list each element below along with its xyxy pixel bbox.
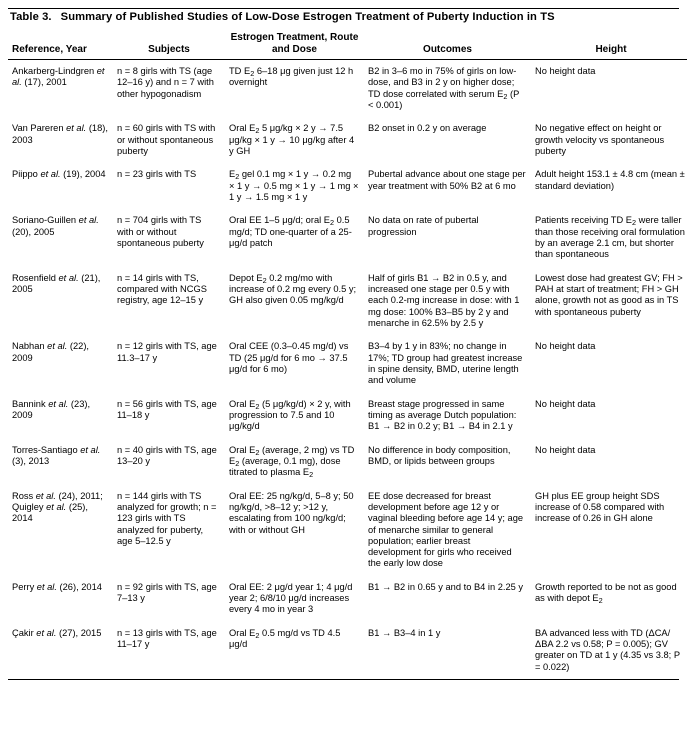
cell-subjects: n = 56 girls with TS, age 11–18 y [117,398,217,420]
cell-treatment: Depot $E_2$ 0.2 mg/mo with increase of 0.2 mg every 0.5 y; GH also given 0.05 mg/kg/d [229,272,357,306]
cell-height: No height data [535,66,596,76]
et-al: et al. [47,341,68,352]
subscript: 2 [631,218,637,228]
table-row [8,267,687,336]
table-row [8,163,687,209]
table-row [8,622,687,679]
cell-subjects: n = 144 girls with TS analyzed for growth; n = 123 girls with TS analyzed for puberty, age 5–12.5 y [117,490,217,546]
subscript: 2 [503,91,508,101]
cell-treatment: $E_2$ gel 0.1 mg × 1 y → 0.2 mg × 1 y → 0.5 mg × 1 y → 1 mg × 1 y → 1.5 mg × 1 y [229,169,359,202]
subscript: 2 [598,596,603,606]
subscript: 2 [235,172,240,182]
cell-outcomes: B3–4 by 1 y in 83%; no change in 17%; TD group had greatest increase in spine density, BMD, uterine length and volume [368,341,523,386]
cell-treatment: Oral CEE (0.3–0.45 mg/d) vs TD (25 μg/d for 6 mo → 37.5 μg/d for 6 mo) [229,341,349,374]
cell-subjects: n = 8 girls with TS (age 12–16 y) and n = 7 with other hypogonadism [117,66,214,99]
cell-height: No height data [535,444,596,455]
cell-outcomes: No data on rate of pubertal progression [368,215,479,237]
cell-reference: Van Pareren et al. (18), 2003 [12,123,108,145]
subscript: 2 [255,447,260,457]
cell-treatment: Oral EE 1–5 μg/d; oral $E_2$ 0.5 mg/d; TD one-quarter of a 25-μg/d patch [229,215,352,248]
cell-reference: Ankarberg-Lindgren et al. (17), 2001 [12,66,105,88]
cell-outcomes: Half of girls B1 → B2 in 0.5 y, and increased one stage per 0.5 y with each 0.2-mg increase in dose: with 1 mg dose: 100% B3–B5 by 2 y and menarche in 62.5% by 2.5 y [368,272,520,328]
column-header-outcomes: Outcomes [423,43,472,55]
cell-reference: Piippo et al. (19), 2004 [12,169,106,180]
column-header-subjects: Subjects [148,43,190,55]
et-al: et al. [66,123,87,134]
table-caption-label: Table 3. [10,11,52,23]
table-caption [8,9,679,28]
cell-subjects: n = 60 girls with TS with or without spontaneous puberty [117,123,216,156]
cell-reference: Rosenfield et al. (21), 2005 [12,272,101,294]
subscript: 2 [235,458,240,468]
column-header-height: Height [595,43,627,55]
cell-reference: Bannink et al. (23), 2009 [12,398,91,420]
et-al: et al. [48,398,69,409]
cell-outcomes: Breast stage progressed in same timing as average Dutch population: B1 → B2 in 0.2 y; B1 → B4 in 2.1 y [368,398,517,432]
cell-treatment: Oral $E_2$ 5 μg/kg × 2 y → 7.5 μg/kg × 1 y → 10 μg/kg after 4 y GH [229,123,355,156]
subscript: 2 [309,470,314,480]
table-row [8,393,687,439]
cell-reference: Çakir et al. (27), 2015 [12,627,102,638]
subscript: 2 [255,630,260,640]
subscript: 2 [329,218,335,228]
et-al: et al. [36,627,57,638]
et-al: et al. [80,444,101,455]
table-row [8,60,687,118]
cell-height: No height data [535,341,596,352]
cell-treatment: TD $E_2$ 6–18 μg given just 12 h overnight [229,66,354,88]
et-al: et al. [78,215,99,226]
cell-height: No height data [535,398,596,409]
table-body [8,60,687,680]
table-row [8,485,687,576]
cell-outcomes: B2 onset in 0.2 y on average [368,123,487,134]
cell-height: GH plus EE group height SDS increase of 0.58 compared with increase of 0.26 in GH alone [535,490,665,524]
cell-outcomes: Pubertal advance about one stage per year treatment with 50% B2 at 6 mo [368,169,526,191]
cell-height: Lowest dose had greatest GV; FH > PAH at start of treatment; FH > GH alone, growth not as good as in TS with spontaneous puberty [535,272,683,317]
table-header [8,28,687,60]
cell-outcomes: B1 → B3–4 in 1 y [368,627,441,638]
table-header-row [8,28,687,60]
cell-height: Growth reported to be not as good as with depot $E_2$ [535,581,677,606]
cell-outcomes: B1 → B2 in 0.65 y and to B4 in 2.25 y [368,581,524,592]
cell-height: No negative effect on height or growth velocity vs spontaneous puberty [535,123,665,156]
subscript: 2 [250,69,255,78]
cell-reference: Soriano-Guillen et al. (20), 2005 [12,215,99,237]
et-al: et al. [12,66,105,88]
table-caption-title: Summary of Published Studies of Low-Dose Estrogen Treatment of Puberty Induction in TS [60,11,555,23]
et-al: et al. [36,581,57,592]
cell-outcomes: No difference in body composition, BMD, or lipids between groups [368,444,511,466]
cell-height: BA advanced less with TD (ΔCA/ΔBA 2.2 vs 0.58; P = 0.005); GV greater on TD at 1 y (4.35 vs 3.8; P = 0.022) [535,627,680,672]
et-al: et al. [58,272,79,283]
cell-reference: Ross et al. (24), 2011; Quigley et al. (25), 2014 [12,490,103,524]
column-header-treatment: Estrogen Treatment, Route and Dose [230,32,359,55]
cell-treatment: Oral $E_2$ (5 μg/kg/d) × 2 y, with progression to 7.5 and 10 μg/kg/d [229,398,351,432]
table-row [8,439,687,485]
subscript: 2 [255,401,260,411]
subscript: 2 [255,126,260,136]
et-al: et al. [46,501,67,512]
cell-reference: Perry et al. (26), 2014 [12,581,102,592]
cell-subjects: n = 14 girls with TS, compared with NCGS registry, age 12–15 y [117,272,207,306]
column-header-reference: Reference, Year [12,43,87,55]
studies-table [8,28,687,679]
table-row [8,117,687,163]
cell-reference: Torres-Santiago et al. (3), 2013 [12,444,101,466]
cell-outcomes: EE dose decreased for breast development before age 12 y or vaginal bleeding before age 14 y; age of menarche similar to general population; earlier breast development for girls who received the early low dose [368,490,524,569]
cell-treatment: Oral EE: 25 ng/kg/d, 5–8 y; 50 ng/kg/d, >8–12 y; >12 y, escalating from 100 ng/kg/d; with or without GH [229,490,354,535]
table-bottom-rule [8,679,679,680]
cell-height: Adult height 153.1 ± 4.8 cm (mean ± standard deviation) [535,169,685,191]
cell-subjects: n = 23 girls with TS [117,169,197,180]
et-al: et al. [35,490,56,501]
cell-subjects: n = 92 girls with TS, age 7–13 y [117,581,217,604]
cell-treatment: Oral EE: 2 μg/d year 1; 4 μg/d year 2; 6/8/10 μg/d increases every 4 mo in year 3 [229,581,353,615]
subscript: 2 [262,275,267,285]
cell-reference: Nabhan et al. (22), 2009 [12,341,90,363]
cell-treatment: Oral $E_2$ (average, 2 mg) vs TD $E_2$ (average, 0.1 mg), dose titrated to plasma $E_2$ [229,444,355,480]
cell-height: Patients receiving TD $E_2$ were taller than those receiving oral formulation by an average 2.1 cm, but shorter than spontaneous [535,215,685,260]
table-row [8,209,687,266]
cell-outcomes: B2 in 3–6 mo in 75% of girls on low-dose, and B3 in 2 y on higher dose; TD dose correlated with serum $E_2$ (P < 0.001) [368,66,520,110]
cell-subjects: n = 12 girls with TS, age 11.3–17 y [117,341,217,363]
table-row [8,335,687,392]
cell-subjects: n = 13 girls with TS, age 11–17 y [117,627,217,650]
cell-subjects: n = 40 girls with TS, age 13–20 y [117,444,217,466]
cell-treatment: Oral $E_2$ 0.5 mg/d vs TD 4.5 μg/d [229,627,341,650]
cell-subjects: n = 704 girls with TS with or without spontaneous puberty [117,215,204,248]
et-al: et al. [40,169,61,180]
table-row [8,576,687,622]
